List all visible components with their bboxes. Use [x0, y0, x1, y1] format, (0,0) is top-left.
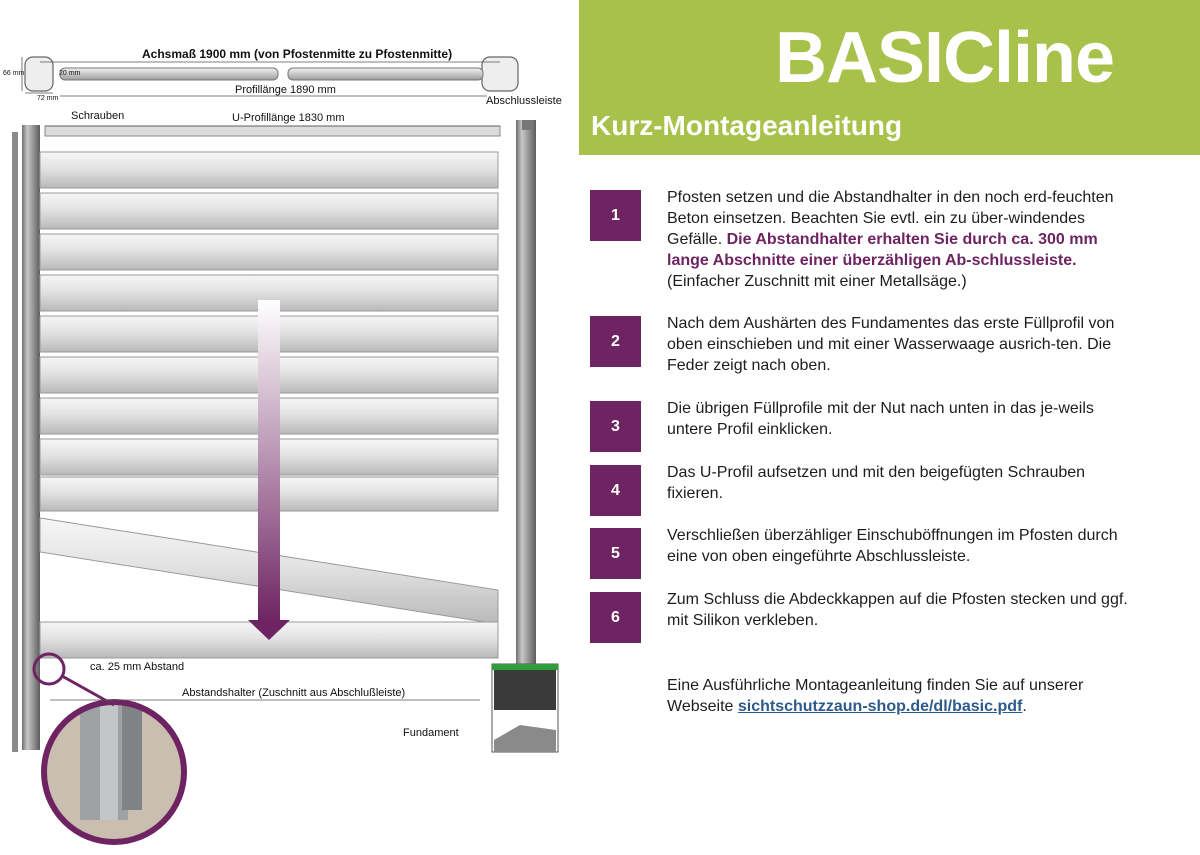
spacer-detail-photo [34, 654, 190, 850]
left-post-cap [12, 132, 18, 752]
step-text: Nach dem Aushärten des Fundamentes das erste Füllprofil von oben einschieben und mit einer Wasserwaage ausrich-ten. Die Feder zeigt nach oben. [667, 315, 1115, 374]
foundation-block [492, 664, 558, 752]
step-text: Zum Schluss die Abdeckkappen auf die Pfosten stecken und ggf. mit Silikon verkleben. [667, 591, 1128, 629]
step-text: Verschließen überzähliger Einschuböffnungen im Pfosten durch eine von oben eingeführte Abschlussleiste. [667, 527, 1118, 565]
left-post [22, 125, 40, 750]
step-text: Das U-Profil aufsetzen und mit den beigefügten Schrauben fixieren. [667, 464, 1086, 502]
spacing-label: ca. 25 mm Abstand [90, 661, 185, 673]
u-profile-length-label: U-Profillänge 1830 mm [232, 112, 345, 124]
manual-link[interactable]: sichtschutzzaun-shop.de/dl/basic.pdf [737, 698, 1023, 715]
step-number: 3 [590, 401, 641, 452]
footer-text: Eine Ausführliche Montageanleitung finden Sie auf unserer Webseite [667, 677, 1084, 715]
step-number: 2 [590, 316, 641, 367]
spacer-label: Abstandshalter (Zuschnitt aus Abschlußleiste) [182, 687, 406, 699]
step-text: Pfosten setzen und die Abstandhalter in den noch erd-feuchten Beton einsetzen. Beachten Sie evtl. ein zu über-windendes Gefälle. Die Abstandhalter erhalten Sie durch ca. 300 mm lange Abschnitte einer überzähligen Ab-schlussleiste. (Einfacher Zuschnitt mit einer Metallsäge.) [667, 189, 1114, 290]
header-band [579, 0, 1200, 155]
u-profile [45, 126, 500, 136]
fence-assembly-diagram [0, 0, 575, 855]
step-number: 5 [590, 528, 641, 579]
page-subtitle: Kurz-Montageanleitung [591, 110, 903, 141]
footer-note: Eine Ausführliche Montageanleitung finden Sie auf unserer Webseite sichtschutzzaun-shop.de/dl/basic.pdf. [667, 677, 1084, 715]
step-highlight: Die Abstandhalter erhalten Sie durch ca. 300 mm lange Abschnitte einer überzähligen Ab-schlussleiste. [667, 231, 1098, 269]
step-text: Die übrigen Füllprofile mit der Nut nach unten in das je-weils untere Profil einklicken. [667, 400, 1094, 438]
step-number: 6 [590, 592, 641, 643]
right-post [516, 120, 536, 740]
step-number: 1 [590, 190, 641, 241]
foundation-label: Fundament [403, 727, 459, 739]
brand-title: BASICline [774, 18, 1114, 98]
profile-length-label: Profillänge 1890 mm [235, 84, 336, 96]
end-strip-label: Abschlussleiste [486, 95, 562, 107]
post-depth-label: 66 mm [3, 70, 25, 77]
screws-label: Schrauben [71, 110, 125, 122]
step-number: 4 [590, 465, 641, 516]
axis-dimension-label: Achsmaß 1900 mm (von Pfostenmitte zu Pfostenmitte) [142, 47, 453, 61]
gap-dim-label: 20 mm [59, 70, 81, 77]
post-width-label: 72 mm [37, 95, 59, 102]
